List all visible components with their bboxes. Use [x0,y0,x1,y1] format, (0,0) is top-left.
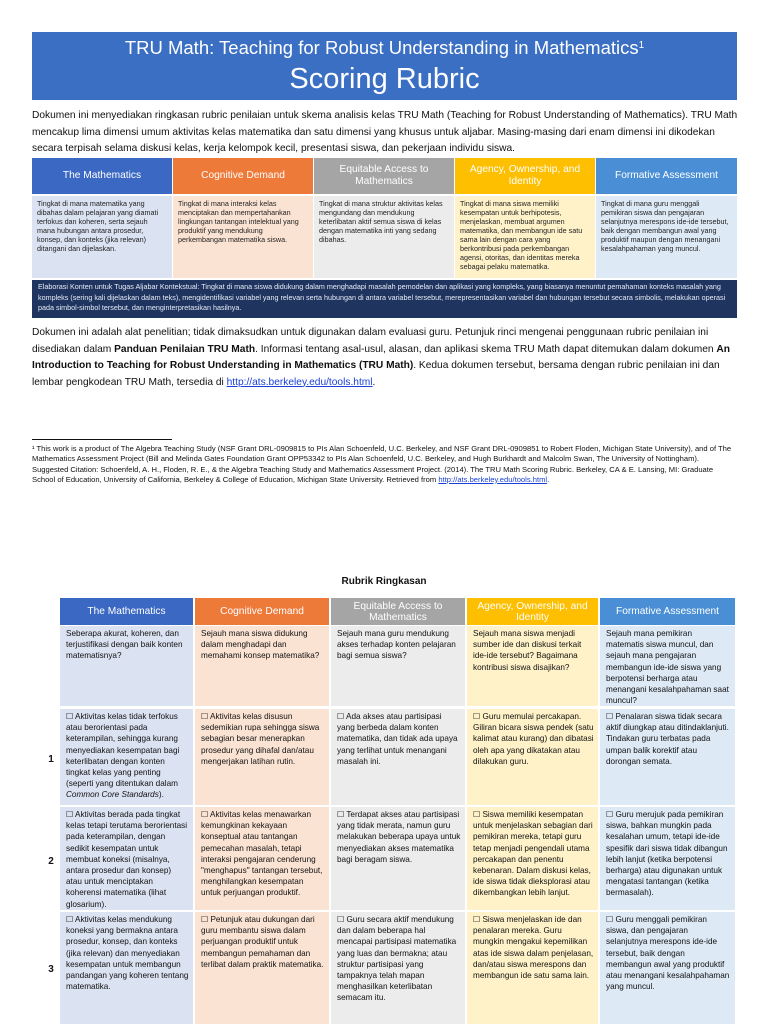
checkbox-icon[interactable]: ☐ [66,915,74,924]
footnote-divider [32,439,172,440]
footnote-section [32,444,738,485]
rubric-cell-2-cognitive [195,807,329,910]
cell-text: Aktivitas berada pada tingkat kelas tetapi terutama berorientasi pada keterampilan, dengan sedikit kesempatan untuk membuat koneksi (misalnya, antara prosedur dan konsep) atau untuk menciptakan koherensi matematika (lihat glosarium). [66,810,188,909]
tools-link[interactable]: http://ats.berkeley.edu/tools.html [226,376,373,388]
row-number-2: 2 [48,856,54,867]
rubric-cell-2-agency [467,807,598,910]
rubric-cell-1-cognitive [195,709,329,805]
document-title [32,36,737,60]
overview-header-agency: Agency, Ownership, and Identity [455,158,595,194]
overview-header-cognitive: Cognitive Demand [173,158,313,194]
checkbox-icon[interactable]: ☐ [606,915,614,924]
elaboration-row: Elaborasi Konten untuk Tugas Aljabar Kontekstual: Tingkat di mana siswa didukung dalam menghadapi masalah pemodelan dan aplikasi yang kompleks, yang biasanya menuntut pemahaman konteks masalah yang kompleks (sering kali dijelaskan dalam teks), mengidentifikasi variabel yang relevan serta hubungan di antara variabel tersebut, merepresentasikan variabel dan hubungan tersebut secara simbolis, melakukan operasi pada simbol-simbol tersebut, dan menginterpretasikan hasilnya. [32,280,737,318]
cell-text: Guru memulai percakapan. Giliran bicara siswa pendek (satu kalimat atau kurang) dan dibatasi oleh apa yang dikatakan atau dilakukan guru. [473,712,594,766]
cell-text: Terdapat akses atau partisipasi yang tidak merata, namun guru melakukan beberapa upaya untuk menyediakan akses matematika bagi beragam siswa. [337,810,461,864]
rubric-header-math: The Mathematics [60,598,193,625]
title-banner [32,32,737,100]
citation-text: Suggested Citation: Schoenfeld, A. H., Floden, R. E., & the Algebra Teaching Study and Mathematics Assessment Project. (2014). The TRU Math Scoring Rubric. Berkeley, CA & E. Lansing, MI: Graduate School of Education, University of California, Berkeley & College of Education, Michigan State University. Retrieved from [32,464,714,484]
cell-text: Aktivitas kelas mendukung koneksi yang bermakna antara prosedur, konsep, dan konteks (jika relevan) dan menyediakan kesempatan untuk membangun pandangan yang koheren tentang matematika. [66,915,189,992]
checkbox-icon[interactable]: ☐ [473,915,481,924]
cell-text: Guru secara aktif mendukung dan dalam beberapa hal mencapai partisipasi matematika yang luas dan bermakna; atau struktur partisipasi yang tampaknya telah mapan menghasilkan keterlibatan semacam itu. [337,915,457,1003]
question-cognitive: Sejauh mana siswa didukung dalam menghadapi dan memahami konsep matematika? [195,626,329,706]
checkbox-icon[interactable]: ☐ [201,810,209,819]
checkbox-icon[interactable]: ☐ [473,810,481,819]
rubric-header-agency: Agency, Ownership, and Identity [467,598,598,625]
rubric-cell-1-formative [600,709,735,805]
overview-header-equity: Equitable Access to Mathematics [314,158,454,194]
checkbox-icon[interactable]: ☐ [337,712,345,721]
checkbox-icon[interactable]: ☐ [337,915,345,924]
cell-text: Ada akses atau partisipasi yang berbeda dalam konten matematika, dan tidak ada upaya yang terlihat untuk menangani masalah ini. [337,712,458,766]
overview-desc-equity: Tingkat di mana struktur aktivitas kelas mengundang dan mendukung keterlibatan aktif semua siswa di kelas dengan matematika inti yang sedang dibahas. [314,196,454,278]
rubric-cell-1-math [60,709,193,805]
overview-desc-cognitive: Tingkat di mana interaksi kelas menciptakan dan mempertahankan lingkungan tantangan intelektual yang produktif yang mendukung perkembangan matematika siswa. [173,196,313,278]
footnote-ref: 1 [638,40,645,51]
usage-section [32,325,738,391]
usage-paragraph [32,325,738,391]
rubric-header-formative: Formative Assessment [600,598,735,625]
overview-header-formative: Formative Assessment [596,158,737,194]
rubric-cell-2-formative [600,807,735,910]
introduction-doc-title: An Introduction to Teaching for Robust Understanding in Mathematics (TRU Math) [32,343,730,371]
footnote-credits: ¹ This work is a product of The Algebra Teaching Study (NSF Grant DRL-0909815 to PIs Alan Schoenfeld, U.C. Berkeley, and NSF Grant DRL-0909851 to Robert Floden, Michigan State University), and of The Mathematics Assessment Project (Bill and Melinda Gates Foundation Grant OPP53342 to PIs Alan Schoenfeld, U.C. Berkeley, and Hugh Burkhardt and Malcolm Swan, The University of Nottingham). [32,444,732,464]
overview-desc-agency: Tingkat di mana siswa memiliki kesempatan untuk berhipotesis, menjelaskan, membuat argumen matematika, dan membangun ide satu sama lain dengan cara yang berkontribusi pada perkembangan agensi, otoritas, dan identitas mereka sebagai pelaku matematika. [455,196,595,278]
usage-text-end: . [372,376,376,388]
rubric-cell-3-cognitive [195,912,329,1024]
document-subtitle: Scoring Rubric [289,63,480,95]
rubric-cell-3-equity [331,912,465,1024]
cell-text-end: ). [158,790,164,800]
rubric-cell-1-equity [331,709,465,805]
question-formative: Sejauh mana pemikiran matematis siswa muncul, dan sejauh mana pengajaran membangun ide-ide siswa yang berpotensi berharga atau menangani kesalahpahaman saat muncul? [600,626,735,706]
document-title-text: TRU Math: Teaching for Robust Understanding in Mathematics [124,37,639,58]
footnote-citation [32,465,738,486]
usage-text-3: . Kedua dokumen tersebut, bersama dengan rubric penilaian ini dan lembar pengkodean TRU Math, tersedia di [32,360,720,388]
cell-text: Guru menggali pemikiran siswa, dan pengajaran selanjutnya merespons ide-ide tersebut, baik dengan membangun awal yang produktif atau menangani kesalahpahaman yang muncul. [606,915,730,992]
intro-paragraph: Dokumen ini menyediakan ringkasan rubric penilaian untuk skema analisis kelas TRU Math (Teaching for Robust Understanding of Mathematics). TRU Math mencakup lima dimensi umum aktivitas kelas matematika dan satu dimensi yang khusus untuk aljabar. Masing-masing dari enam dimensi ini dikodekan secara terpisah selama diskusi kelas, kerja kelompok kecil, presentasi siswa, dan pekerjaan individu siswa. [32,110,738,154]
checkbox-icon[interactable]: ☐ [66,712,74,721]
checkbox-icon[interactable]: ☐ [606,712,614,721]
rubric-cell-3-agency [467,912,598,1024]
checkbox-icon[interactable]: ☐ [337,810,345,819]
row-number-3: 3 [48,964,54,975]
rubric-cell-2-equity [331,807,465,910]
question-agency: Sejauh mana siswa menjadi sumber ide dan diskusi terkait ide-ide tersebut? Bagaimana kontribusi siswa disajikan? [467,626,598,706]
rubric-cell-3-math [60,912,193,1024]
scoring-guide-title: Panduan Penilaian TRU Math [114,343,256,355]
checkbox-icon[interactable]: ☐ [66,810,74,819]
rubric-header-equity: Equitable Access to Mathematics [331,598,465,625]
cell-text: Petunjuk atau dukungan dari guru membantu siswa dalam perjuangan produktif untuk membangun pemahaman dan terlibat dalam praktik matematika. [201,915,324,969]
row-number-1: 1 [48,754,54,765]
cell-text: Aktivitas kelas menawarkan kemungkinan kekayaan konseptual atau tantangan pemecahan masalah, tetapi interaksi pengajaran cenderung "menghapus" tantangan tersebut, menghilangkan kesempatan untuk perjuangan produktif. [201,810,323,898]
usage-text-1: Dokumen ini adalah alat penelitian; tidak dimaksudkan untuk digunakan dalam evaluasi guru. Petunjuk rinci mengenai penggunaan rubric penilaian ini disediakan dalam [32,327,709,355]
question-math: Seberapa akurat, koheren, dan terjustifikasi dengan baik konten matematisnya? [60,626,193,706]
checkbox-icon[interactable]: ☐ [606,810,614,819]
cell-italic: Common Core Standards [66,790,159,800]
rubric-cell-2-math [60,807,193,910]
checkbox-icon[interactable]: ☐ [201,712,209,721]
cell-text: Guru merujuk pada pemikiran siswa, bahkan mungkin pada kesalahan umum, tetapi ide-ide spesifik dari siswa tidak dibangun lebih lanjut (ketika berpotensi berharga) atau digunakan untuk mengatasi tantangan (ketika bermasalah). [606,810,728,898]
citation-link[interactable]: http://ats.berkeley.edu/tools.html [438,474,548,484]
citation-end: . [547,474,550,484]
cell-text: Siswa menjelaskan ide dan penalaran mereka. Guru mungkin mengakui kepemilikan atas ide siswa dalam penjelasan, dan/atau siswa merespons dan membangun ide satu sama lain. [473,915,594,981]
overview-desc-math: Tingkat di mana matematika yang dibahas dalam pelajaran yang diamati terfokus dan koheren, serta sejauh mana hubungan antara prosedur, konsep, dan konteks (jika relevan) ditangani dan dijelaskan. [32,196,172,278]
overview-desc-formative: Tingkat di mana guru menggali pemikiran siswa dan pengajaran selanjutnya merespons ide-ide tersebut, baik dengan membangun awal yang produktif maupun dengan menangani kesalahpahaman yang muncul. [596,196,737,278]
cell-text: Penalaran siswa tidak secara aktif diungkap atau ditindaklanjuti. Tindakan guru terbatas pada umpan balik korektif atau dorongan semata. [606,712,729,766]
rubric-cell-1-agency [467,709,598,805]
usage-text-2: . Informasi tentang asal-usul, alasan, dan aplikasi skema TRU Math dapat ditemukan dalam dokumen [255,343,717,355]
checkbox-icon[interactable]: ☐ [201,915,209,924]
intro-section [32,108,738,158]
checkbox-icon[interactable]: ☐ [473,712,481,721]
cell-text: Aktivitas kelas disusun sedemikian rupa sehingga siswa sebagian besar menerapkan prosedur yang dihafal dan/atau mengerjakan latihan rutin. [201,712,320,766]
question-equity: Sejauh mana guru mendukung akses terhadap konten pelajaran bagi semua siswa? [331,626,465,706]
cell-text: Aktivitas kelas tidak terfokus atau berorientasi pada keterampilan, sehingga kurang menyediakan kesempatan bagi keterlibatan dengan konten tingkat kelas yang penting (seperti yang ditentukan dalam [66,712,180,789]
cell-text: Siswa memiliki kesempatan untuk menjelaskan sebagian dari pemikiran mereka, tetapi guru tetap menjadi pengendali utama percakapan dan penentu kebenaran. Dalam diskusi kelas, ide siswa tidak dieksplorasi atau dikembangkan lebih lanjut. [473,810,593,898]
rubric-cell-3-formative [600,912,735,1024]
rubric-title: Rubrik Ringkasan [341,576,427,587]
overview-header-math: The Mathematics [32,158,172,194]
rubric-header-cognitive: Cognitive Demand [195,598,329,625]
